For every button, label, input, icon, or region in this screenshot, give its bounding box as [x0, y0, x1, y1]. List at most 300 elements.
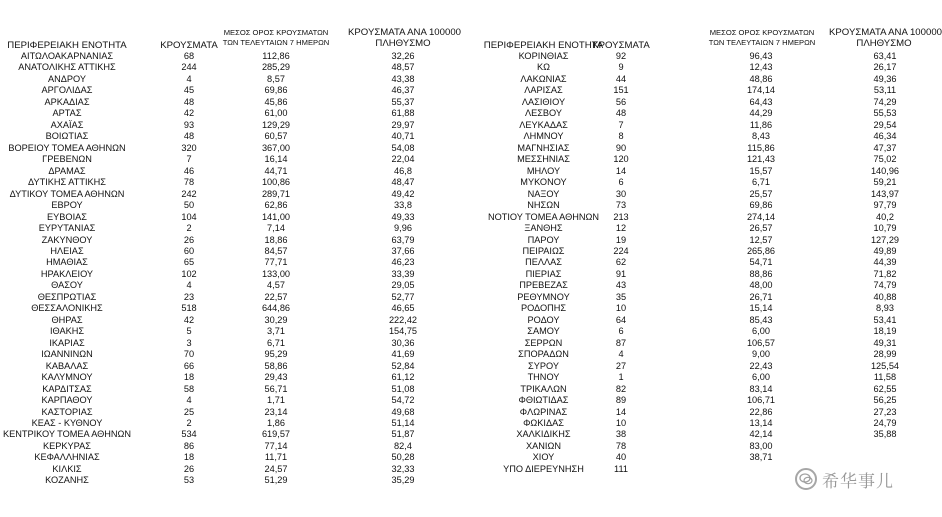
cases-value: 9: [618, 62, 624, 73]
region-name: ΚΕΦΑΛΛΗΝΙΑΣ: [34, 452, 100, 463]
region-name: ΑΧΑΪΑΣ: [50, 119, 84, 130]
region-name: ΚΟΡΙΝΘΙΑΣ: [518, 51, 569, 61]
region-name: ΡΟΔΟΠΗΣ: [520, 303, 567, 314]
average-value: 30,29: [264, 314, 288, 325]
per100k-value: 47,37: [873, 142, 897, 153]
cases-value: 7: [618, 119, 624, 130]
average-value: 77,71: [264, 257, 288, 268]
cases-value: 6: [618, 326, 624, 337]
per100k-value: 154,75: [388, 326, 418, 337]
average-value: 11,86: [749, 119, 773, 130]
per100k-value: 51,87: [391, 429, 415, 440]
cases-value: 90: [615, 142, 627, 153]
average-value: 285,29: [261, 62, 291, 73]
region-name: ΣΑΜΟΥ: [527, 326, 560, 337]
average-value: 44,71: [264, 165, 288, 176]
region-name: ΙΘΑΚΗΣ: [49, 326, 85, 337]
per100k-value: 140,96: [870, 165, 900, 176]
header-region: ΠΕΡΙΦΕΡΕΙΑΚΗ ΕΝΟΤΗΤΑ: [483, 40, 604, 51]
cases-value: 86: [183, 440, 195, 451]
per100k-value: 49,33: [391, 211, 415, 222]
region-name: ΑΝΔΡΟΥ: [47, 73, 86, 84]
region-name: ΒΟΡΕΙΟΥ ΤΟΜΕΑ ΑΘΗΝΩΝ: [8, 142, 126, 153]
region-name: ΣΥΡΟΥ: [528, 360, 559, 371]
per100k-value: 30,36: [391, 337, 415, 348]
average-value: 12,57: [749, 234, 773, 245]
average-value: 62,86: [264, 200, 288, 211]
region-name: ΘΑΣΟΥ: [51, 280, 83, 291]
average-value: 54,71: [749, 257, 773, 268]
average-value: 69,86: [749, 200, 773, 211]
per100k-value: 46,37: [391, 85, 415, 96]
region-name: ΕΥΒΟΙΑΣ: [47, 211, 87, 222]
region-name: ΚΑΡΔΙΤΣΑΣ: [42, 383, 92, 394]
per100k-value: 54,72: [391, 395, 415, 406]
region-name: ΑΙΤΩΛΟΑΚΑΡΝΑΝΙΑΣ: [20, 51, 114, 61]
average-value: 9,00: [752, 349, 770, 360]
cases-value: 518: [181, 303, 197, 314]
region-name: ΧΑΝΙΩΝ: [526, 440, 561, 451]
cases-value: 8: [618, 131, 624, 142]
header-average: [222, 28, 330, 48]
cases-value: 102: [181, 268, 197, 279]
average-value: 106,57: [746, 337, 776, 348]
cases-value: 5: [186, 326, 192, 337]
average-value: 18,86: [264, 234, 288, 245]
cases-value: 48: [183, 96, 195, 107]
average-value: 56,71: [264, 383, 288, 394]
cases-value: 30: [615, 188, 627, 199]
per100k-value: 53,11: [873, 85, 897, 96]
region-name: ΜΥΚΟΝΟΥ: [520, 177, 567, 188]
region-name: ΝΟΤΙΟΥ ΤΟΜΕΑ ΑΘΗΝΩΝ: [487, 211, 600, 222]
region-name: ΛΕΣΒΟΥ: [524, 108, 563, 119]
per100k-value: 35,29: [391, 475, 415, 486]
region-name: ΙΩΑΝΝΙΝΩΝ: [41, 349, 93, 360]
per100k-value: 74,79: [873, 280, 897, 291]
per100k-value: 29,05: [391, 280, 415, 291]
per100k-value: 29,54: [873, 119, 897, 130]
region-name: ΛΑΡΙΣΑΣ: [524, 85, 563, 96]
cases-value: 48: [183, 131, 195, 142]
cases-value: 78: [183, 177, 195, 188]
cases-value: 65: [183, 257, 195, 268]
cases-value: 43: [615, 280, 627, 291]
region-name: ΥΠΟ ΔΙΕΡΕΥΝΗΣΗ: [503, 463, 584, 474]
per100k-value: 49,68: [391, 406, 415, 417]
average-value: 6,00: [752, 372, 770, 383]
average-value: 51,29: [264, 475, 288, 486]
per100k-value: 49,36: [873, 73, 897, 84]
per100k-value: 222,42: [388, 314, 418, 325]
cases-value: 14: [615, 406, 627, 417]
average-value: 84,57: [264, 245, 288, 256]
cases-value: 42: [183, 108, 195, 119]
cases-value: 213: [613, 211, 629, 222]
per100k-value: 48,57: [391, 62, 415, 73]
cases-value: 120: [613, 154, 629, 165]
cases-value: 4: [186, 395, 192, 406]
average-value: 115,86: [747, 142, 775, 153]
average-value: 26,71: [749, 291, 773, 302]
region-name: ΠΕΛΛΑΣ: [525, 257, 562, 268]
region-name: ΛΕΥΚΑΔΑΣ: [519, 119, 568, 130]
per100k-value: 33,39: [391, 268, 415, 279]
cases-value: 58: [183, 383, 195, 394]
cases-value: 104: [181, 211, 197, 222]
per100k-value: 55,37: [391, 96, 415, 107]
per100k-value: 82,4: [394, 440, 412, 451]
cases-value: 151: [613, 85, 629, 96]
cases-value: 87: [615, 337, 627, 348]
region-name: ΚΑΒΑΛΑΣ: [45, 360, 89, 371]
region-name: ΒΟΙΩΤΙΑΣ: [45, 131, 89, 142]
region-name: ΠΙΕΡΙΑΣ: [525, 268, 562, 279]
average-value: 106,71: [746, 395, 776, 406]
average-value: 1,71: [267, 395, 285, 406]
region-name: ΗΡΑΚΛΕΙΟΥ: [40, 268, 94, 279]
cases-value: 14: [615, 165, 627, 176]
cases-value: 73: [615, 200, 627, 211]
region-name: ΣΠΟΡΑΔΩΝ: [518, 349, 569, 360]
per100k-value: 48,47: [391, 177, 415, 188]
per100k-value: 49,89: [873, 245, 897, 256]
cases-value: 111: [614, 463, 628, 474]
per100k-value: 41,69: [391, 349, 415, 360]
region-name: ΚΕΑΣ - ΚΥΘΝΟΥ: [31, 418, 103, 428]
average-value: 619,57: [261, 429, 291, 440]
region-name: ΘΕΣΠΡΩΤΙΑΣ: [37, 291, 97, 302]
per100k-value: 22,04: [391, 154, 415, 165]
region-name: ΠΑΡΟΥ: [527, 234, 560, 245]
cases-value: 48: [615, 108, 627, 119]
cases-value: 56: [615, 96, 627, 107]
average-value: 16,14: [264, 154, 288, 165]
cases-value: 6: [618, 177, 624, 188]
per100k-value: 53,41: [873, 314, 897, 325]
per100k-value: 27,23: [873, 406, 897, 417]
per100k-value: 24,79: [873, 418, 897, 428]
average-value: 22,86: [749, 406, 773, 417]
per100k-value: 10,79: [873, 223, 897, 234]
per100k-value: 125,54: [870, 360, 900, 371]
average-value: 3,71: [267, 326, 285, 337]
cases-value: 320: [181, 142, 197, 153]
average-value: 1,86: [267, 418, 285, 428]
header-per100k-line1: ΚΡΟΥΣΜΑΤΑ ΑΝΑ 100000: [829, 27, 942, 38]
cases-value: 50: [183, 200, 195, 211]
cases-value: 4: [186, 73, 192, 84]
cases-value: 224: [613, 245, 629, 256]
cases-value: 35: [615, 291, 627, 302]
average-value: 48,00: [749, 280, 773, 291]
cases-value: 26: [183, 234, 195, 245]
region-name: ΦΘΙΩΤΙΔΑΣ: [518, 395, 569, 406]
cases-value: 7: [186, 154, 192, 165]
region-name: ΤΡΙΚΑΛΩΝ: [520, 383, 567, 394]
cases-value: 82: [615, 383, 627, 394]
region-name: ΑΡΚΑΔΙΑΣ: [44, 96, 90, 107]
region-name: ΗΛΕΙΑΣ: [50, 245, 84, 256]
cases-value: 93: [183, 119, 195, 130]
average-value: 95,29: [264, 349, 288, 360]
region-name: ΡΕΘΥΜΝΟΥ: [517, 291, 570, 302]
average-value: 644,86: [261, 303, 291, 314]
region-name: ΔΡΑΜΑΣ: [48, 165, 86, 176]
header-per100k-line2: ΠΛΗΘΥΣΜΟ: [375, 38, 431, 49]
cases-value: 18: [183, 452, 195, 463]
per100k-value: 56,25: [873, 395, 897, 406]
per100k-value: 74,29: [873, 96, 897, 107]
per100k-value: 55,53: [873, 108, 897, 119]
cases-value: 242: [181, 188, 197, 199]
average-value: 44,29: [749, 108, 773, 119]
per100k-value: 40,88: [873, 291, 897, 302]
region-name: ΜΗΛΟΥ: [526, 165, 561, 176]
cases-value: 23: [183, 291, 195, 302]
average-value: 8,43: [752, 131, 770, 142]
per100k-value: 62,55: [873, 383, 897, 394]
average-value: 69,86: [264, 85, 288, 96]
region-name: ΝΑΞΟΥ: [527, 188, 560, 199]
average-value: 13,14: [749, 418, 773, 428]
average-value: 83,14: [749, 383, 773, 394]
per100k-value: 46,34: [873, 131, 897, 142]
region-name: ΜΕΣΣΗΝΙΑΣ: [517, 154, 570, 165]
average-value: 4,57: [267, 280, 285, 291]
per100k-value: 18,19: [873, 326, 897, 337]
per100k-value: 51,08: [391, 383, 415, 394]
per100k-value: 61,88: [391, 108, 415, 119]
header-average-line1: ΜΕΣΟΣ ΟΡΟΣ ΚΡΟΥΣΜΑΤΩΝ: [223, 28, 329, 37]
region-name: ΑΝΑΤΟΛΙΚΗΣ ΑΤΤΙΚΗΣ: [18, 62, 116, 73]
per100k-value: 46,8: [394, 165, 412, 176]
region-name: ΚΕΝΤΡΙΚΟΥ ΤΟΜΕΑ ΑΘΗΝΩΝ: [2, 429, 132, 440]
average-value: 24,57: [264, 463, 288, 474]
watermark-text: 希华事儿: [822, 471, 894, 492]
average-value: 8,57: [267, 73, 285, 84]
region-name: ΑΡΓΟΛΙΔΑΣ: [41, 85, 93, 96]
per100k-value: 32,33: [391, 463, 415, 474]
cases-value: 89: [615, 395, 627, 406]
header-per100k-line1: ΚΡΟΥΣΜΑΤΑ ΑΝΑ 100000: [348, 27, 461, 38]
region-name: ΦΛΩΡΙΝΑΣ: [519, 406, 568, 417]
average-value: 7,14: [267, 223, 285, 234]
per100k-value: 52,77: [391, 291, 415, 302]
average-value: 22,57: [264, 291, 288, 302]
average-value: 61,00: [264, 108, 288, 119]
region-name: ΚΑΛΥΜΝΟΥ: [41, 372, 93, 383]
cases-value: 40: [615, 452, 627, 463]
per100k-value: 44,39: [873, 257, 897, 268]
region-name: ΔΥΤΙΚΗΣ ΑΤΤΙΚΗΣ: [28, 177, 106, 188]
cases-value: 38: [615, 429, 627, 440]
region-name: ΣΕΡΡΩΝ: [524, 337, 563, 348]
region-name: ΖΑΚΥΝΘΟΥ: [41, 234, 93, 245]
average-value: 77,14: [264, 440, 288, 451]
average-value: 26,57: [749, 223, 773, 234]
per100k-value: 61,12: [391, 372, 415, 383]
per100k-value: 75,02: [873, 154, 897, 165]
cases-value: 25: [183, 406, 195, 417]
average-value: 129,29: [261, 119, 291, 130]
per100k-value: 8,93: [876, 303, 894, 314]
per100k-value: 32,26: [391, 51, 415, 61]
cases-value: 46: [183, 165, 195, 176]
region-name: ΛΑΣΙΘΙΟΥ: [521, 96, 566, 107]
average-value: 367,00: [261, 142, 291, 153]
per100k-value: 33,8: [394, 200, 412, 211]
average-value: 88,86: [749, 268, 773, 279]
average-value: 11,71: [264, 452, 288, 463]
per100k-value: 37,66: [391, 245, 415, 256]
average-value: 38,71: [749, 452, 773, 463]
per100k-value: 63,41: [873, 51, 897, 61]
region-name: ΞΑΝΘΗΣ: [524, 223, 563, 234]
cases-value: 70: [183, 349, 195, 360]
cases-value: 4: [186, 280, 192, 291]
header-average: [707, 28, 817, 48]
average-value: 6,71: [267, 337, 285, 348]
region-name: ΠΕΙΡΑΙΩΣ: [522, 245, 565, 256]
cases-value: 19: [615, 234, 627, 245]
region-name: ΚΑΡΠΑΘΟΥ: [41, 395, 93, 406]
per100k-value: 52,84: [391, 360, 415, 371]
cases-value: 78: [615, 440, 627, 451]
average-value: 23,14: [264, 406, 288, 417]
per100k-value: 49,31: [873, 337, 897, 348]
per100k-value: 143,97: [870, 188, 900, 199]
cases-value: 91: [615, 268, 627, 279]
average-value: 274,14: [746, 211, 776, 222]
region-name: ΚΙΛΚΙΣ: [52, 463, 82, 474]
per100k-value: 9,96: [394, 223, 412, 234]
header-region: ΠΕΡΙΦΕΡΕΙΑΚΗ ΕΝΟΤΗΤΑ: [7, 40, 127, 51]
region-name: ΘΗΡΑΣ: [51, 314, 83, 325]
cases-value: 3: [186, 337, 192, 348]
region-name: ΡΟΔΟΥ: [527, 314, 560, 325]
average-value: 85,43: [749, 314, 773, 325]
cases-value: 244: [181, 62, 197, 73]
region-name: ΜΑΓΝΗΣΙΑΣ: [517, 142, 570, 153]
header-average-line2: ΤΩΝ ΤΕΛΕΥΤΑΙΩΝ 7 ΗΜΕΡΩΝ: [708, 38, 816, 47]
cases-value: 2: [186, 223, 192, 234]
header-cases: ΚΡΟΥΣΜΑΤΑ: [160, 40, 218, 51]
region-name: ΤΗΝΟΥ: [527, 372, 560, 383]
region-name: ΠΡΕΒΕΖΑΣ: [519, 280, 568, 291]
per100k-value: 46,23: [391, 257, 415, 268]
header-per100k: [829, 27, 942, 49]
per100k-value: 40,2: [876, 211, 894, 222]
per100k-value: 50,28: [391, 452, 415, 463]
region-name: ΛΗΜΝΟΥ: [523, 131, 564, 142]
per100k-value: 35,88: [873, 429, 897, 440]
average-value: 22,43: [749, 360, 773, 371]
region-name: ΚΑΣΤΟΡΙΑΣ: [41, 406, 93, 417]
average-value: 15,57: [749, 165, 773, 176]
region-name: ΧΑΛΚΙΔΙΚΗΣ: [516, 429, 571, 440]
region-name: ΚΟΖΑΝΗΣ: [45, 475, 89, 486]
header-average-line1: ΜΕΣΟΣ ΟΡΟΣ ΚΡΟΥΣΜΑΤΩΝ: [709, 28, 815, 37]
average-value: 112,86: [262, 51, 290, 61]
region-name: ΑΡΤΑΣ: [52, 108, 82, 119]
region-name: ΚΩ: [537, 62, 550, 73]
average-value: 64,43: [749, 96, 773, 107]
region-name: ΕΒΡΟΥ: [51, 200, 83, 211]
cases-value: 60: [183, 245, 195, 256]
cases-value: 66: [183, 360, 195, 371]
wechat-bubble-icon: [795, 468, 817, 490]
cases-value: 10: [615, 418, 627, 428]
cases-value: 12: [615, 223, 627, 234]
cases-value: 62: [615, 257, 627, 268]
average-value: 29,43: [264, 372, 288, 383]
per100k-value: 51,14: [391, 418, 415, 428]
cases-value: 42: [183, 314, 195, 325]
average-value: 25,57: [749, 188, 773, 199]
region-name: ΛΑΚΩΝΙΑΣ: [520, 73, 567, 84]
average-value: 100,86: [261, 177, 291, 188]
average-value: 289,71: [261, 188, 291, 199]
average-value: 133,00: [261, 268, 291, 279]
average-value: 45,86: [264, 96, 288, 107]
cases-value: 44: [615, 73, 627, 84]
cases-value: 68: [183, 51, 195, 61]
per100k-value: 46,65: [391, 303, 415, 314]
per100k-value: 71,82: [873, 268, 897, 279]
cases-value: 27: [615, 360, 627, 371]
header-per100k: [348, 27, 461, 49]
average-value: 12,43: [749, 62, 773, 73]
per100k-value: 54,08: [391, 142, 415, 153]
average-value: 141,00: [261, 211, 291, 222]
average-value: 15,14: [749, 303, 773, 314]
average-value: 265,86: [746, 245, 776, 256]
per100k-value: 40,71: [391, 131, 415, 142]
header-average-line2: ΤΩΝ ΤΕΛΕΥΤΑΙΩΝ 7 ΗΜΕΡΩΝ: [222, 38, 330, 47]
per100k-value: 11,58: [873, 372, 897, 383]
cases-value: 2: [186, 418, 192, 428]
cases-value: 18: [183, 372, 195, 383]
region-name: ΙΚΑΡΙΑΣ: [49, 337, 85, 348]
per100k-value: 97,79: [873, 200, 897, 211]
region-name: ΘΕΣΣΑΛΟΝΙΚΗΣ: [31, 303, 103, 314]
cases-value: 1: [618, 372, 624, 383]
average-value: 83,00: [749, 440, 773, 451]
region-name: ΚΕΡΚΥΡΑΣ: [43, 440, 91, 451]
per100k-value: 127,29: [870, 234, 900, 245]
average-value: 6,00: [752, 326, 770, 337]
average-value: 48,86: [749, 73, 773, 84]
average-value: 42,14: [749, 429, 773, 440]
average-value: 96,43: [749, 51, 773, 61]
region-name: ΝΗΣΩΝ: [527, 200, 560, 211]
per100k-value: 59,21: [873, 177, 897, 188]
region-name: ΔΥΤΙΚΟΥ ΤΟΜΕΑ ΑΘΗΝΩΝ: [9, 188, 125, 199]
cases-value: 53: [183, 475, 195, 486]
header-per100k-line2: ΠΛΗΘΥΣΜΟ: [856, 38, 912, 49]
per100k-value: 43,38: [391, 73, 415, 84]
per100k-value: 63,79: [391, 234, 415, 245]
cases-value: 45: [183, 85, 195, 96]
per100k-value: 26,17: [873, 62, 897, 73]
cases-value: 534: [181, 429, 197, 440]
region-name: ΓΡΕΒΕΝΩΝ: [42, 154, 92, 165]
region-name: ΗΜΑΘΙΑΣ: [46, 257, 88, 268]
region-name: ΦΩΚΙΔΑΣ: [523, 418, 564, 428]
region-name: ΧΙΟΥ: [532, 452, 555, 463]
header-cases: ΚΡΟΥΣΜΑΤΑ: [592, 40, 650, 51]
